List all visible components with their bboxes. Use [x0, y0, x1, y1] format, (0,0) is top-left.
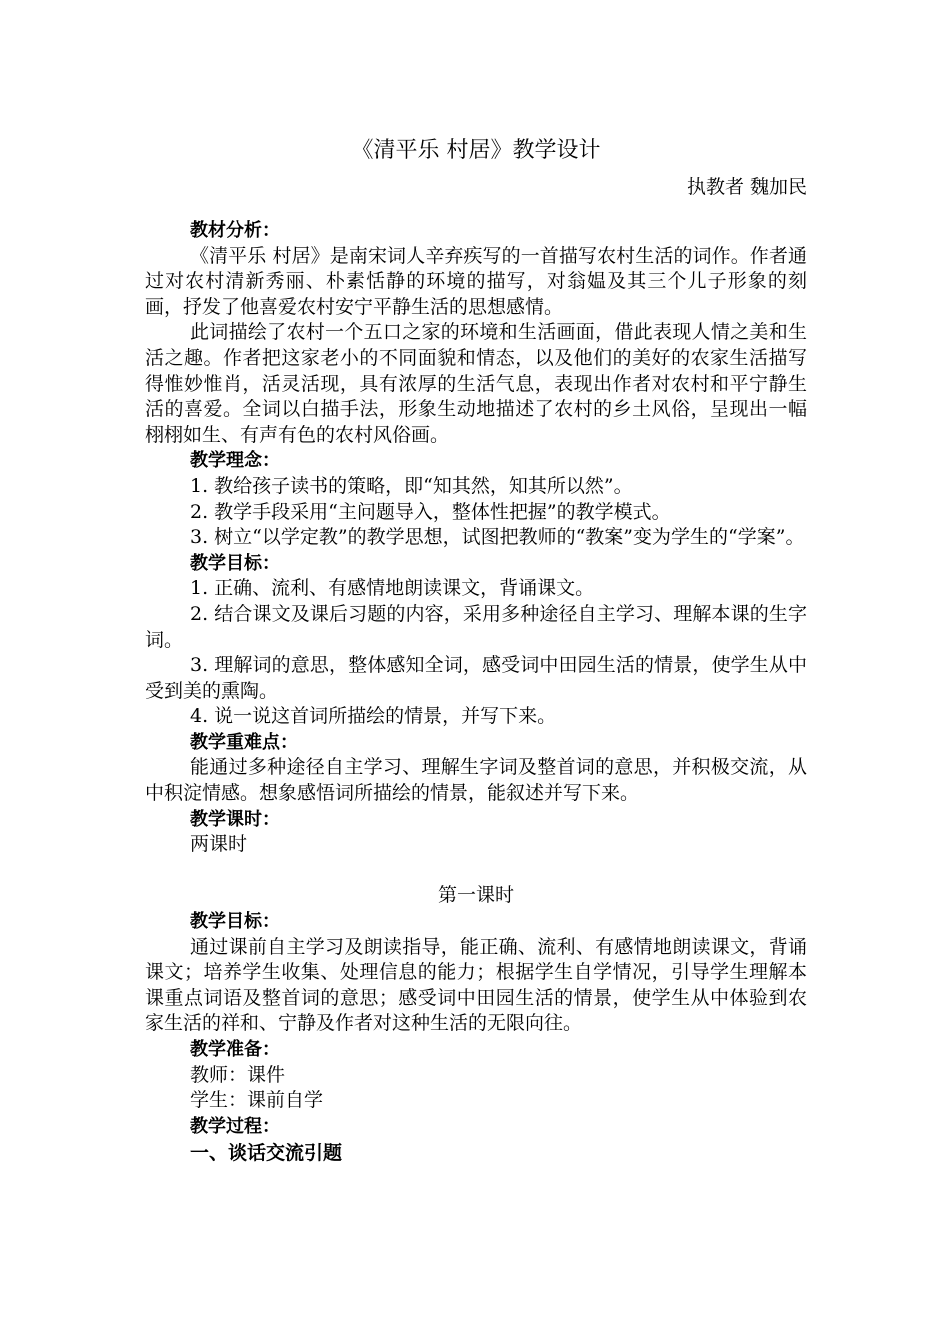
section-heading-concept: 教学理念：: [190, 450, 280, 472]
document-title: 《清平乐 村居》教学设计: [351, 138, 601, 163]
document-page: [145, 136, 807, 1167]
list-item: 4. 说一说这首词所描绘的情景，并写下来。: [190, 705, 557, 728]
list-item: 3. 树立“以学定教”的教学思想，试图把教师的“教案”变为学生的“学案”。: [190, 526, 805, 549]
paragraph: 通过课前自主学习及朗读指导，能正确、流利、有感情地朗读课文，背诵课文；培养学生收集、处理信息的能力；根据学生自学情况，引导学生理解本课重点词语及整首词的意思；感受词中田园生活的情景，使学生从中体验到农家生活的祥和、宁静及作者对这种生活的无限向往。: [145, 935, 807, 1035]
paragraph: 能通过多种途径自主学习、理解生字词及整首词的意思，并积极交流，从中积淀情感。想象感悟词所描绘的情景，能叙述并写下来。: [145, 756, 807, 805]
paragraph: 两课时: [190, 833, 248, 856]
list-item: 1. 正确、流利、有感情地朗读课文，背诵课文。: [190, 577, 595, 600]
process-step-heading: 一、谈话交流引题: [190, 1142, 343, 1165]
section-heading-key-points: 教学重难点：: [190, 731, 298, 753]
section-heading-goals: 教学目标：: [190, 552, 280, 574]
list-item: 1. 教给孩子读书的策略，即“知其然，知其所以然”。: [190, 474, 633, 497]
author-line: 执教者 魏加民: [686, 176, 807, 198]
paragraph: 此词描绘了农村一个五口之家的环境和生活画面，借此表现人情之美和生活之趣。作者把这家老小的不同面貌和情态，以及他们的美好的农家生活描写得惟妙惟肖，活灵活现，具有浓厚的生活气息，表现出作者对农村和平宁静生活的喜爱。全词以白描手法，形象生动地描述了农村的乡土风俗，呈现出一幅栩栩如生、有声有色的农村风俗画。: [145, 321, 807, 446]
section-heading-hours: 教学课时：: [190, 808, 280, 830]
list-item: 2. 结合课文及课后习题的内容，采用多种途径自主学习、理解本课的生字词。: [145, 602, 807, 651]
section-heading-lesson-goals: 教学目标：: [190, 911, 280, 933]
section-heading-material: 教材分析：: [190, 220, 280, 241]
paragraph: 《清平乐 村居》是南宋词人辛弃疾写的一首描写农村生活的词作。作者通过对农村清新秀丽、朴素恬静的环境的描写，对翁媪及其三个儿子形象的刻画，抒发了他喜爱农村安宁平静生活的思想感情。: [145, 244, 807, 318]
section-heading-preparation: 教学准备：: [190, 1039, 280, 1060]
section-heading-process: 教学过程：: [190, 1115, 280, 1137]
paragraph: 学生：课前自学: [190, 1089, 324, 1112]
paragraph: 教师：课件: [190, 1063, 286, 1086]
list-item: 3. 理解词的意思，整体感知全词，感受词中田园生活的情景，使学生从中受到美的熏陶。: [145, 654, 807, 702]
list-item: 2. 教学手段采用“主问题导入，整体性把握”的教学模式。: [190, 500, 671, 523]
lesson-title: 第一课时: [437, 884, 514, 907]
